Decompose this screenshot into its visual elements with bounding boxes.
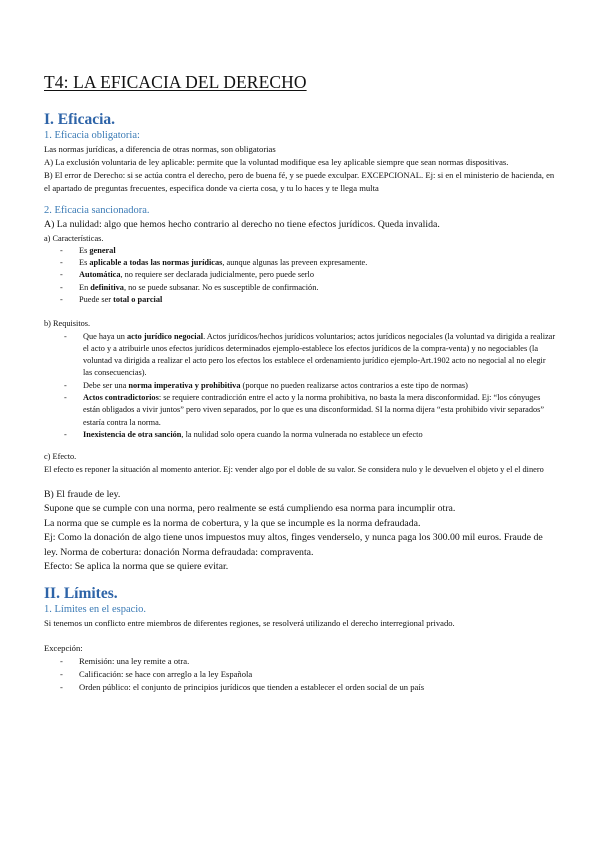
paragraph: La norma que se cumple es la norma de cobertura, y la que se incumple es la norma defraudada. — [44, 517, 421, 529]
list-item: - Puede ser total o parcial — [60, 294, 556, 306]
paragraph: A) La exclusión voluntaria de ley aplicable: permite que la voluntad modifique esa ley aplicable siempre que sean normas dispositivas. — [44, 157, 509, 167]
paragraph: El efecto es reponer la situación al momento anterior. Ej: vender algo por el doble de su valor. Se considera nulo y le devuelven el objeto y el el dinero — [44, 464, 544, 474]
paragraph: B) El error de Derecho: si se actúa contra el derecho, pero de buena fé, y se puede exculpar. EXCEPCIONAL. Ej: si en el ministerio de hacienda, en el apartado de preguntas frecuentes, especifica donde va cierta cosa, y tu lo haces y te llega multa — [44, 170, 555, 193]
list-item: - Actos contradictorios: se requiere contradicción entre el acto y la norma prohibitiva, no basta la mera disconformidad. Ej: “los cónyuges están obligados a vivir juntos” pero viven separados, por lo que es una disconformidad. SI la norma dijera “esta prohibido vivir separados” estaría contra la norma. — [64, 392, 556, 429]
section-heading-limites: II. Límites. — [44, 584, 118, 602]
list-item: - Inexistencia de otra sanción, la nulidad solo opera cuando la norma vulnerada no establece un efecto — [64, 429, 556, 441]
paragraph: Las normas jurídicas, a diferencia de otras normas, son obligatorias — [44, 144, 276, 154]
subheading-limites-espacio: 1. Límites en el espacio. — [44, 603, 147, 615]
list-item: - Es aplicable a todas las normas jurídicas, aunque algunas las preveen expresamente. — [60, 257, 556, 269]
list-label: c) Efecto. — [44, 452, 77, 462]
document-title — [44, 72, 556, 93]
list-item: - Automática, no requiere ser declarada judicialmente, pero puede serlo — [60, 269, 556, 281]
list-label: b) Requisitos. — [44, 319, 91, 329]
paragraph: Si tenemos un conflicto entre miembros de diferentes regiones, se resolverá utilizando el derecho interregional privado. — [44, 617, 455, 628]
list-item: - Orden público: el conjunto de principios jurídicos que tienden a establecer el orden social de un país — [60, 681, 556, 694]
list-item: - Calificación: se hace con arreglo a la ley Española — [60, 668, 556, 681]
paragraph: A) La nulidad: algo que hemos hecho contrario al derecho no tiene efectos jurídicos. Queda invalida. — [44, 219, 440, 230]
list-item: - Que haya un acto jurídico negocial. Actos jurídicos/hechos jurídicos voluntarios; actos jurídicos negociales (la voluntad va dirigida a realizar el acto y a atribuirle unos efectos jurídicos determinados ejemplo-establece los efectos jurídicos de la compra-venta) y no negociables (la voluntad va dirigida a realizar el acto pero los efectos los establece el ordenamiento jurídico ejemplo-Art.1902 acto no negocial al no elegir las consecuencias). — [64, 331, 556, 380]
list-label: Excepción: — [44, 642, 83, 653]
list-item: - Debe ser una norma imperativa y prohibitiva (porque no pueden realizarse actos contrarios a este tipo de normas) — [64, 380, 556, 392]
excepcion-list — [44, 655, 556, 694]
list-item: - En definitiva, no se puede subsanar. No es susceptible de confirmación. — [60, 282, 556, 294]
subheading-eficacia-obligatoria: 1. Eficacia obligatoria: — [44, 130, 140, 141]
paragraph: Ej: Como la donación de algo tiene unos impuestos muy altos, finges venderselo, y nunca paga los 300.00 mil euros. Fraude de ley. Norma de cobertura: donación Norma defraudada: compraventa. — [44, 532, 543, 558]
section-heading-eficacia: I. Eficacia. — [44, 111, 116, 128]
document-title-text: T4: LA EFICACIA DEL DERECHO — [44, 72, 307, 92]
paragraph: Efecto: Se aplica la norma que se quiere evitar. — [44, 561, 229, 573]
requisitos-list — [44, 331, 556, 442]
subheading-eficacia-sancionadora: 2. Eficacia sancionadora. — [44, 205, 150, 216]
list-item: - Remisión: una ley remite a otra. — [60, 655, 556, 668]
list-label: a) Características. — [44, 233, 104, 243]
list-item: - Es general — [60, 245, 556, 257]
caracteristicas-list — [44, 245, 556, 306]
paragraph: B) El fraude de ley. — [44, 488, 121, 500]
paragraph: Supone que se cumple con una norma, pero realmente se está cumpliendo esa norma para incumplir otra. — [44, 503, 456, 515]
